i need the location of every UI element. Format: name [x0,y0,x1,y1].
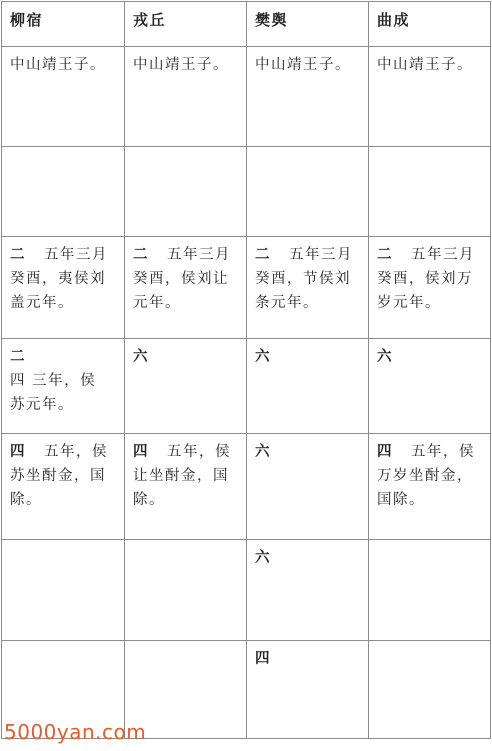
table-cell [2,540,125,641]
table-cell [247,641,369,739]
table-cell [2,237,125,339]
year-marker: 四 [377,443,393,460]
table-cell [369,147,491,237]
header-cell: 戎丘 [125,2,247,47]
cell-text-line: 除。 [10,492,42,508]
table-cell [369,339,491,434]
cell-text-line: 条元年。 [255,295,319,311]
table-row [2,237,491,339]
cell-text-line: 中山靖王子。 [133,57,229,73]
cell-text-line: 苏坐酎金，国 [10,468,106,484]
table-cell [125,47,247,147]
table-row [2,339,491,434]
table-cell [369,641,491,739]
cell-text-line: 五年，侯 [411,444,475,460]
cell-text-line: 除。 [133,492,165,508]
year-marker: 六 [255,549,271,566]
cell-text-line: 让坐酎金，国 [133,468,229,484]
year-marker: 六 [255,348,271,365]
cell-text-line: 癸酉，侯刘让 [133,271,229,287]
cell-text-line: 癸酉，夷侯刘 [10,271,106,287]
table-row [2,434,491,540]
cell-text-line: 元年。 [133,295,181,311]
header-cell: 曲成 [369,2,491,47]
cell-text-line: 盖元年。 [10,295,74,311]
year-marker: 四 [255,650,271,667]
table-cell [369,540,491,641]
year-marker: 二 [377,246,393,263]
table-cell [2,339,125,434]
table-cell [247,147,369,237]
year-marker: 六 [133,348,149,365]
watermark-text: 5000yan.com [4,720,147,744]
table-cell [247,47,369,147]
cell-text-line: 中山靖王子。 [377,57,473,73]
cell-text-line: 五年三月 [289,247,353,263]
cell-text-line: 万岁坐酎金， [377,468,473,484]
table-cell [247,434,369,540]
table-cell [2,47,125,147]
table-cell [247,237,369,339]
table-cell [369,434,491,540]
table-cell [247,339,369,434]
cell-text-line: 苏元年。 [10,397,74,413]
year-marker: 六 [255,443,271,460]
cell-text-line: 五年，侯 [167,444,231,460]
table-cell [369,237,491,339]
table-cell [125,540,247,641]
marquis-table [1,1,491,739]
table-cell [125,237,247,339]
cell-text-line: 中山靖王子。 [255,57,351,73]
cell-text-line: 五年，侯 [44,444,108,460]
cell-text-line: 中山靖王子。 [10,57,106,73]
header-cell: 樊舆 [247,2,369,47]
table-cell [369,47,491,147]
table-cell [2,147,125,237]
cell-text-line: 五年三月 [411,247,475,263]
table-cell [2,434,125,540]
year-marker: 二 [10,348,26,365]
cell-text-line: 五年三月 [167,247,231,263]
table-cell [125,147,247,237]
table-row [2,147,491,237]
year-marker: 二 [133,246,149,263]
year-marker: 四 [133,443,149,460]
cell-text-line: 癸酉，节侯刘 [255,271,351,287]
table-cell [125,434,247,540]
cell-text-line: 国除。 [377,492,425,508]
year-marker: 四 [10,443,26,460]
table-row [2,47,491,147]
table-cell [125,339,247,434]
cell-text-line: 四 三年，侯 [10,373,97,389]
table-cell [247,540,369,641]
year-marker: 六 [377,348,393,365]
cell-text-line: 五年三月 [44,247,108,263]
cell-text-line: 岁元年。 [377,295,441,311]
year-marker: 二 [10,246,26,263]
header-row [2,2,491,47]
header-cell: 柳宿 [2,2,125,47]
cell-text-line: 癸酉，侯刘万 [377,271,473,287]
table-row [2,540,491,641]
year-marker: 二 [255,246,271,263]
